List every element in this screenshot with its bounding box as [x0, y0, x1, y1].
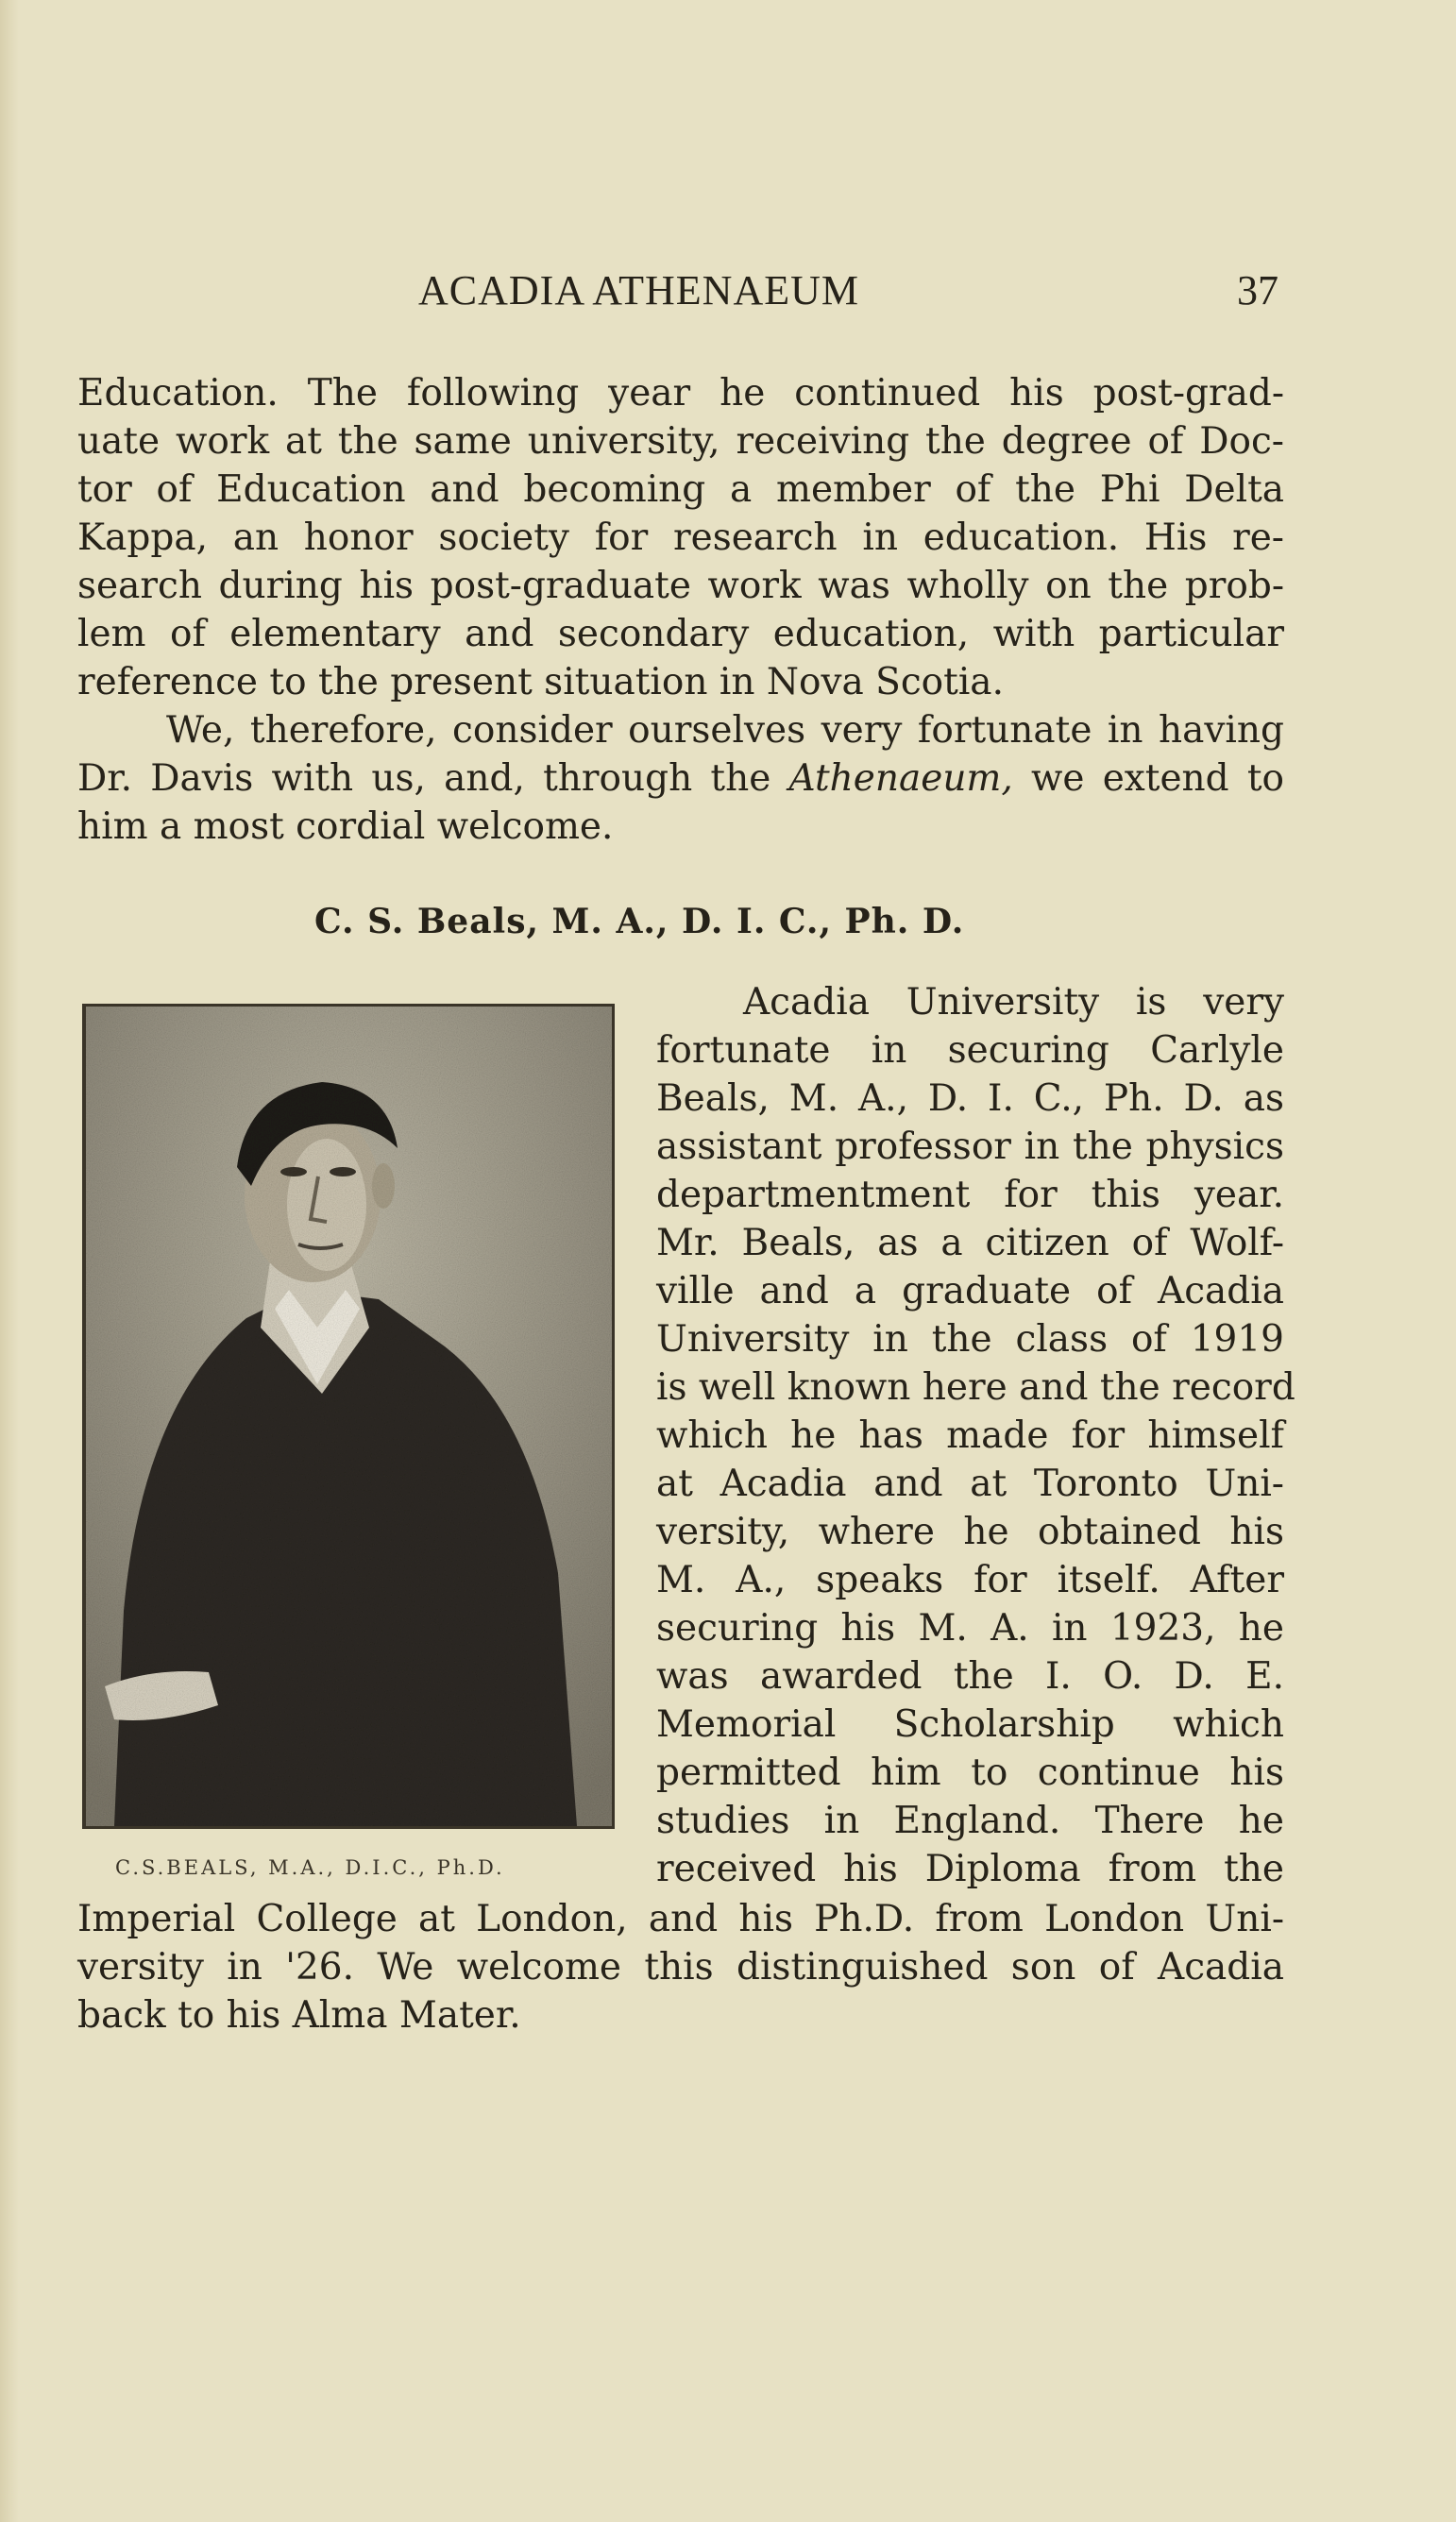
text-line: was awarded the I. O. D. E.: [656, 1655, 1284, 1698]
text-line: versity, where he obtained his: [656, 1511, 1284, 1553]
section-heading: C. S. Beals, M. A., D. I. C., Ph. D.: [314, 902, 965, 941]
text-line: him a most cordial welcome.: [77, 805, 614, 848]
text-line: tor of Education and becoming a member of the Phi Delta: [77, 468, 1284, 511]
text-line: search during his post-graduate work was wholly on the prob-: [77, 565, 1284, 607]
opening-paragraph: [77, 369, 1284, 851]
text-line: at Acadia and at Toronto Uni-: [656, 1463, 1284, 1505]
text-line: M. A., speaks for itself. After: [656, 1559, 1284, 1601]
text-line: departmentment for this year.: [656, 1174, 1284, 1216]
text-line: Education. The following year he continued his post-grad-: [77, 372, 1284, 415]
portrait-image: [86, 1007, 612, 1826]
text-line: is well known here and the record: [656, 1366, 1295, 1409]
italic-title: Athenaeum,: [788, 757, 1013, 800]
photo-caption: C.S.BEALS, M.A., D.I.C., Ph.D.: [115, 1856, 505, 1879]
text-line: received his Diploma from the: [656, 1848, 1284, 1890]
text-line: University in the class of 1919: [656, 1318, 1284, 1361]
text-line: back to his Alma Mater.: [77, 1994, 521, 2037]
text-line: securing his M. A. in 1923, he: [656, 1607, 1284, 1650]
text-line: Memorial Scholarship which: [656, 1703, 1284, 1746]
text-line: uate work at the same university, receiving the degree of Doc-: [77, 420, 1284, 463]
text-line: assistant professor in the physics: [656, 1126, 1284, 1168]
closing-paragraph: [77, 1895, 1284, 2040]
text-line: versity in '26. We welcome this distinguished son of Acadia: [77, 1946, 1284, 1989]
text-line: [77, 754, 1284, 803]
text-line: Kappa, an honor society for research in education. His re-: [77, 516, 1284, 559]
page-edge-shadow: [0, 0, 19, 2522]
text-line: Beals, M. A., D. I. C., Ph. D. as: [656, 1077, 1284, 1120]
text-line: reference to the present situation in Nova Scotia.: [77, 661, 1004, 703]
page-number: 37: [1237, 267, 1278, 313]
text-line: which he has made for himself: [656, 1414, 1284, 1457]
text-line: Imperial College at London, and his Ph.D. from London Uni-: [77, 1898, 1284, 1940]
text-line: Acadia University is very: [743, 981, 1284, 1024]
text-line: Mr. Beals, as a citizen of Wolf-: [656, 1222, 1284, 1264]
portrait-photo: [82, 1004, 615, 1829]
text-run: we extend to: [1012, 757, 1285, 800]
text-line: studies in England. There he: [656, 1800, 1284, 1842]
text-line: fortunate in securing Carlyle: [656, 1029, 1284, 1072]
running-head: ACADIA ATHENAEUM: [418, 267, 859, 313]
text-run: Dr. Davis with us, and, through the: [77, 757, 789, 800]
text-line: We, therefore, consider ourselves very fortunate in having: [166, 709, 1284, 752]
text-line: permitted him to continue his: [656, 1752, 1284, 1794]
text-line: ville and a graduate of Acadia: [656, 1270, 1284, 1312]
biography-column: [656, 978, 1295, 1893]
text-line: lem of elementary and secondary education, with particular: [77, 613, 1284, 655]
